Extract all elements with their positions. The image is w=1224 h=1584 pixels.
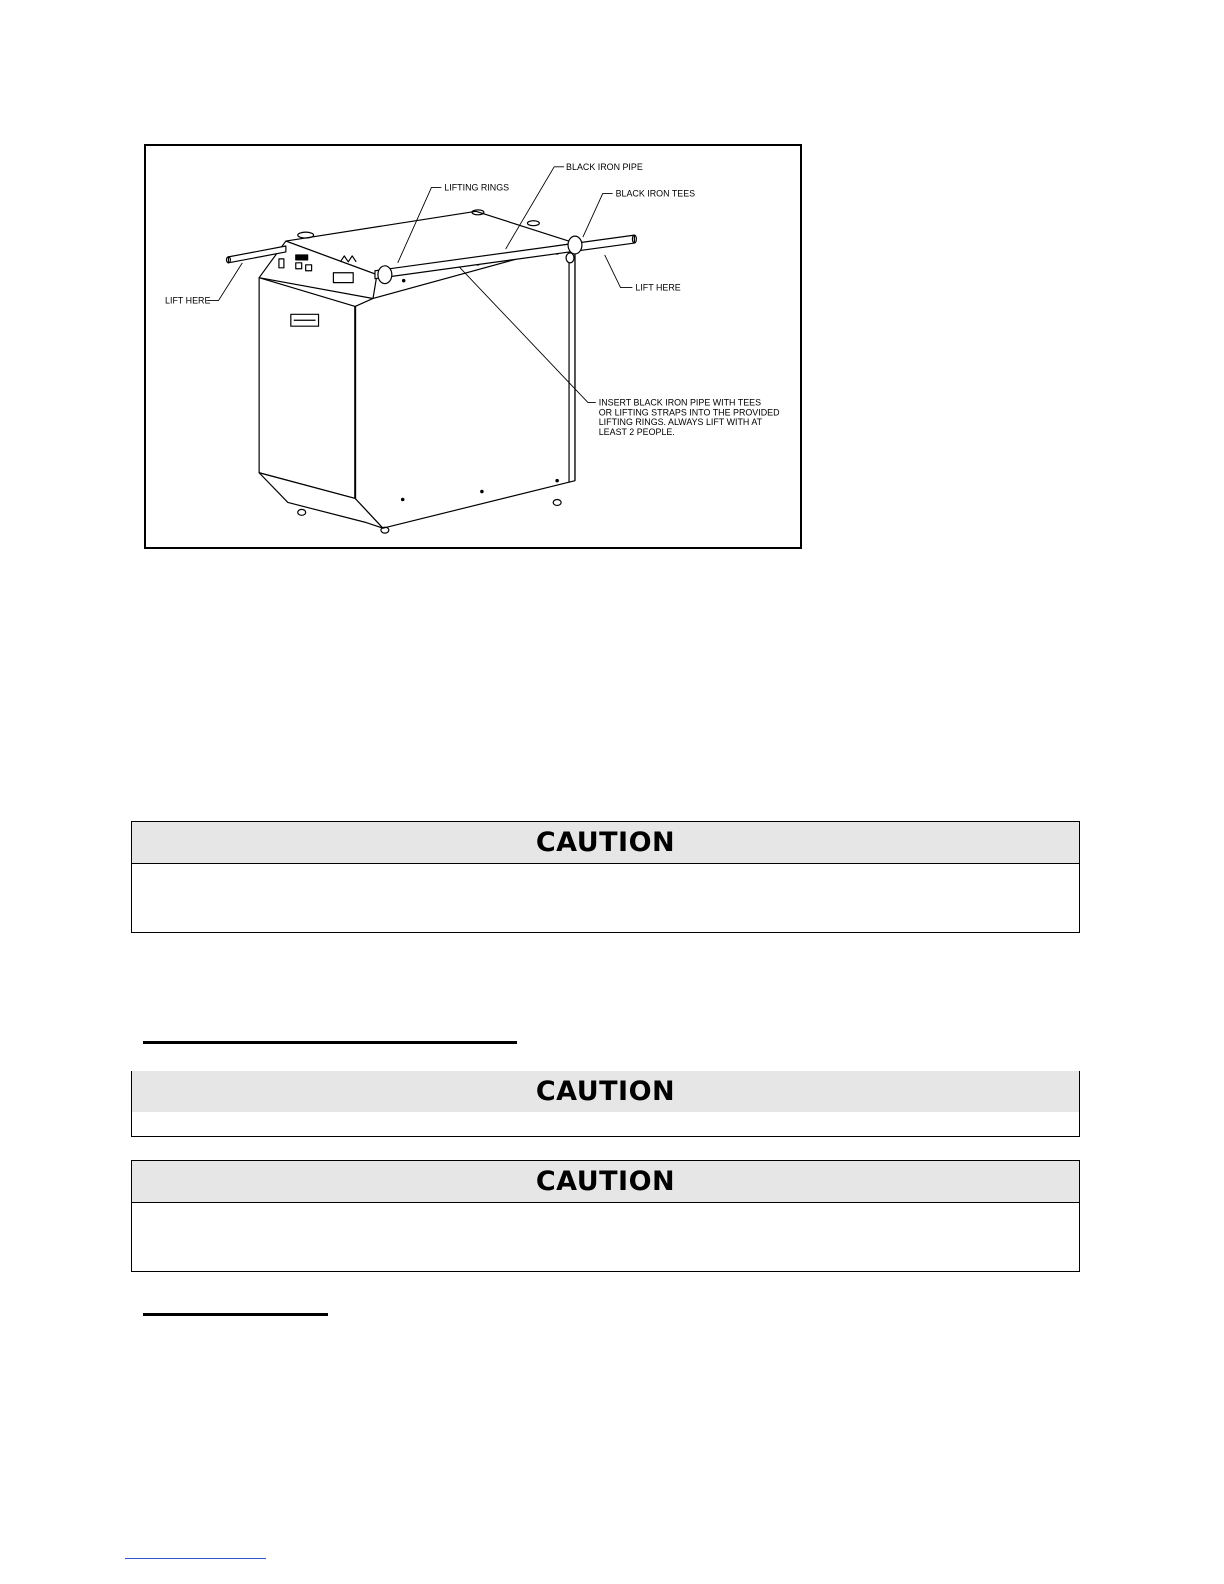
- caution-header: [132, 1161, 1079, 1203]
- footnote-separator: [125, 1558, 266, 1559]
- callout-insert-note-line-3: LIFTING RINGS. ALWAYS LIFT WITH AT: [598, 417, 763, 428]
- callout-insert-note-line-2: OR LIFTING STRAPS INTO THE PROVIDED: [598, 407, 780, 418]
- callout-black-iron-tees: BLACK IRON TEES: [615, 188, 696, 199]
- lifting-figure: [144, 144, 802, 549]
- callout-insert-note-line-1: INSERT BLACK IRON PIPE WITH TEES: [598, 397, 762, 408]
- caution-box: [131, 1071, 1080, 1137]
- callout-lifting-rings: LIFTING RINGS: [444, 182, 510, 193]
- caution-heading: CAUTION: [535, 1076, 676, 1107]
- tee-left: [378, 266, 392, 284]
- callout-black-iron-pipe: BLACK IRON PIPE: [566, 161, 643, 172]
- caution-body: [132, 864, 1079, 933]
- caution-header: [132, 822, 1079, 864]
- section-heading-underline: [143, 1041, 517, 1044]
- caution-box: [131, 1160, 1080, 1272]
- callout-lift-here-left: LIFT HERE: [165, 295, 211, 306]
- tee-right: [568, 236, 582, 254]
- caution-box: [131, 821, 1080, 933]
- section-heading-underline: [143, 1313, 328, 1316]
- cabinet-front-left: [259, 278, 355, 499]
- caution-heading: CAUTION: [535, 1166, 676, 1197]
- callout-insert-note-line-4: LEAST 2 PEOPLE.: [598, 427, 675, 438]
- caution-body: [132, 1203, 1079, 1272]
- caution-header: [132, 1071, 1079, 1112]
- callout-lift-here-right: LIFT HERE: [635, 282, 681, 293]
- cabinet-front-right: [355, 243, 575, 528]
- boiler-lifting-drawing: [146, 146, 800, 547]
- caution-heading: CAUTION: [535, 827, 676, 858]
